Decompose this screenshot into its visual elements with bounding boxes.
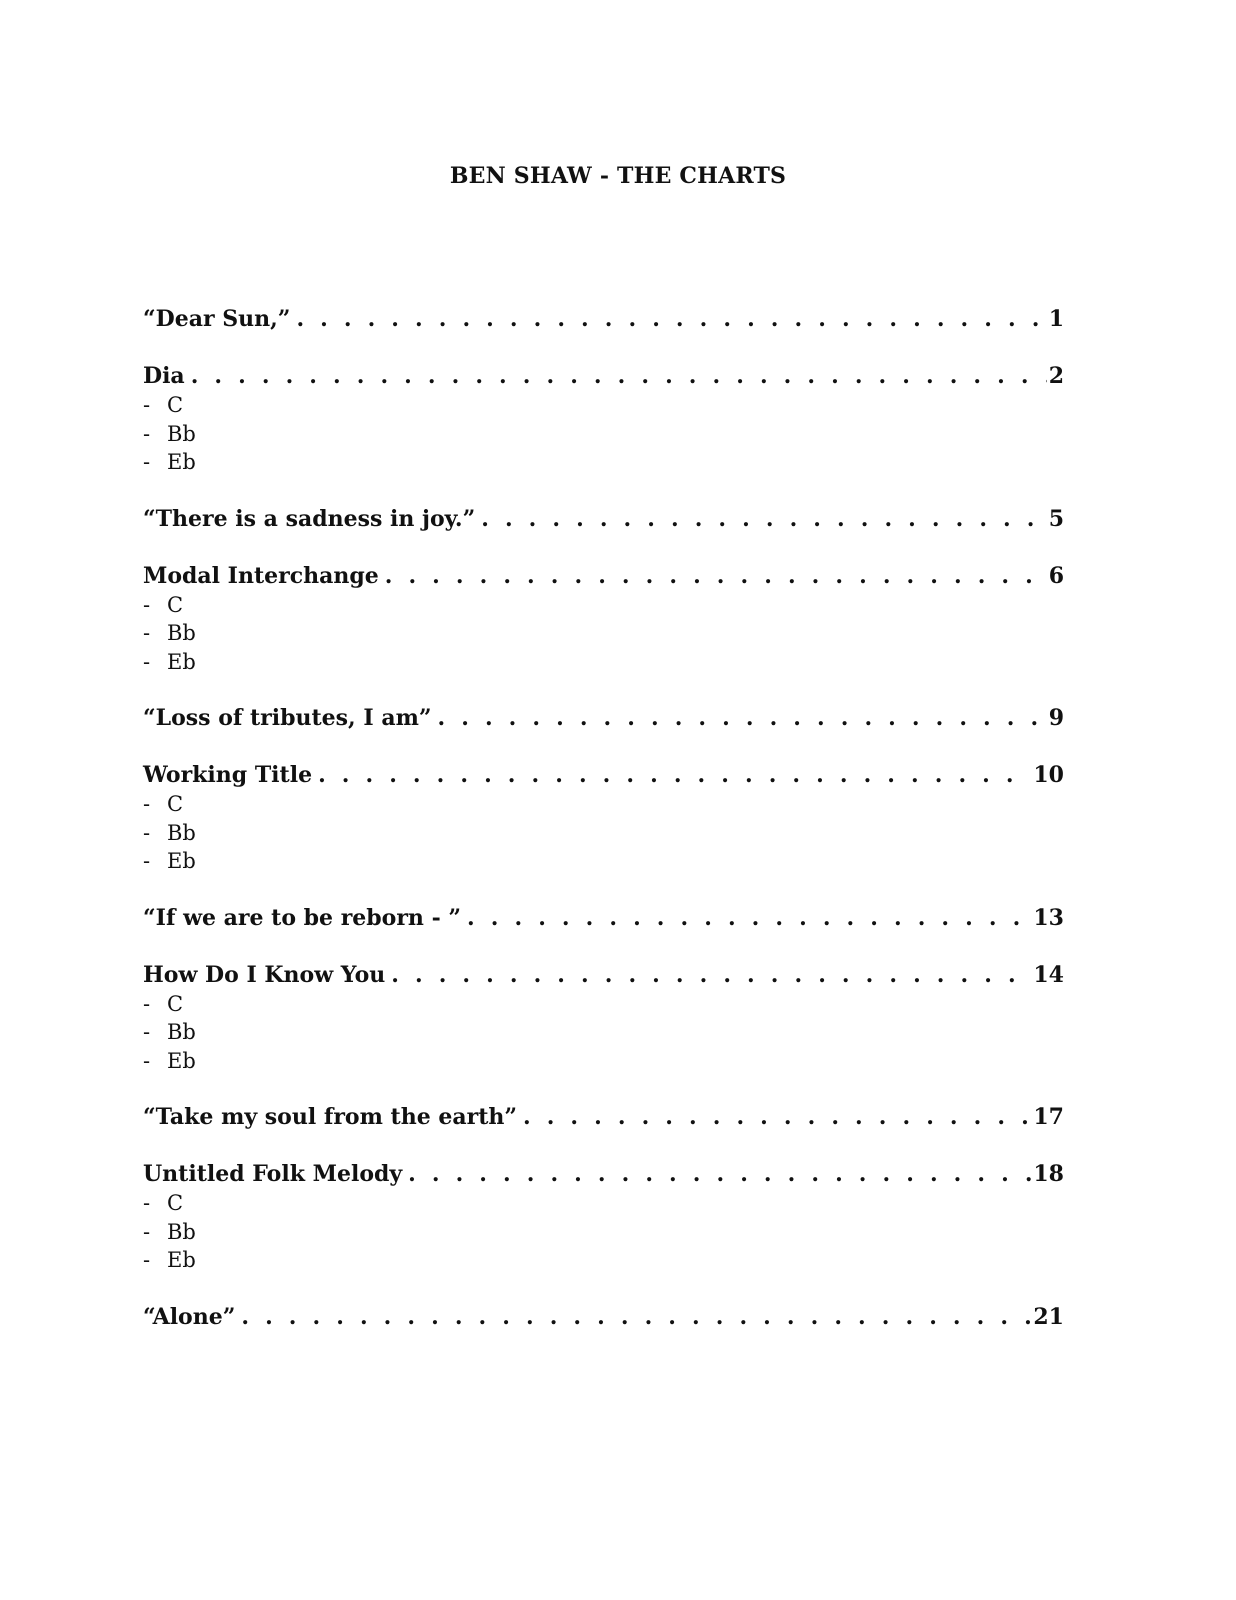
dash-bullet: - [143,450,151,474]
toc-entry-title: “Take my soul from the earth” [143,1104,517,1130]
toc-entry-line [143,904,1064,933]
toc-entry-page-number: 14 [1033,961,1064,988]
dash-bullet: - [143,1191,151,1215]
toc-subentry-label: Eb [167,1248,196,1272]
toc-subentry [143,648,1064,677]
toc-entry [143,1160,1064,1275]
toc-subentry-label: Bb [167,421,196,446]
dash-bullet: - [143,393,151,417]
toc-subentry-label: Bb [167,621,196,645]
toc-subentry-label: C [167,592,184,617]
toc-subentry [143,847,1064,876]
toc-entry-title: Working Title [143,762,313,788]
dot-leader [467,904,1031,933]
dash-bullet: - [143,820,151,845]
toc-entry [143,904,1064,933]
toc-entry [143,505,1064,534]
toc-entry-page-number: 2 [1048,363,1064,389]
toc-entry [143,362,1064,477]
toc-entry-page-number: 9 [1048,705,1064,731]
toc-subentry-label: C [167,792,184,816]
dot-leader [385,562,1047,591]
toc-entry [143,562,1064,677]
toc-entry-title: “Dear Sun,” [143,306,291,332]
dot-leader [438,704,1047,733]
dot-leader [296,305,1046,334]
table-of-contents [143,305,1064,1332]
toc-subentry-label: C [167,1191,184,1215]
toc-entry [143,1103,1064,1132]
toc-entry-line [143,961,1064,990]
dash-bullet: - [143,592,151,617]
dot-leader [408,1160,1031,1189]
toc-subentry [143,420,1064,449]
toc-subentry-list [143,391,1064,477]
toc-entry-page-number: 18 [1033,1161,1064,1187]
toc-subentry-list [143,1189,1064,1275]
toc-entry-title: “If we are to be reborn - ” [143,904,462,931]
toc-subentry [143,1246,1064,1275]
toc-subentry [143,619,1064,648]
toc-entry [143,1303,1064,1332]
toc-entry-title: Dia [143,363,185,389]
toc-subentry-label: Bb [167,1020,196,1044]
toc-entry-page-number: 10 [1033,762,1064,788]
toc-subentry [143,819,1064,848]
dash-bullet: - [143,421,151,446]
toc-subentry [143,391,1064,420]
dash-bullet: - [143,649,151,674]
toc-subentry-label: Eb [167,649,196,674]
toc-subentry [143,448,1064,477]
dot-leader [391,961,1031,990]
toc-entry-title: Modal Interchange [143,562,379,589]
toc-entry-title: “There is a sadness in joy.” [143,505,476,532]
toc-subentry-label: Eb [167,1048,196,1073]
dash-bullet: - [143,991,151,1016]
dot-leader [523,1103,1031,1132]
toc-entry-line [143,305,1064,334]
document-title: BEN SHAW - THE CHARTS [449,163,787,189]
dash-bullet: - [143,1020,151,1044]
toc-subentry-list [143,790,1064,876]
toc-subentry [143,1047,1064,1076]
toc-subentry [143,1189,1064,1218]
toc-subentry-label: C [167,393,184,417]
toc-entry [143,961,1064,1076]
toc-subentry [143,990,1064,1019]
toc-entry-title: How Do I Know You [143,961,386,988]
toc-subentry-label: Eb [167,450,196,474]
toc-entry-line [143,761,1064,790]
toc-entry-page-number: 21 [1033,1303,1064,1330]
toc-entry [143,305,1064,334]
dot-leader [241,1303,1031,1332]
toc-subentry [143,1218,1064,1247]
toc-entry-page-number: 6 [1048,562,1064,589]
dash-bullet: - [143,621,151,645]
toc-subentry [143,1018,1064,1047]
toc-entry-line [143,1303,1064,1332]
dash-bullet: - [143,849,151,873]
toc-entry-page-number: 1 [1048,306,1064,332]
toc-subentry-label: Bb [167,820,196,845]
toc-entry-line [143,1103,1064,1132]
toc-entry-page-number: 5 [1048,505,1064,532]
toc-subentry-label: Bb [167,1219,196,1244]
toc-entry-page-number: 13 [1033,904,1064,931]
toc-entry-line [143,562,1064,591]
toc-subentry-label: Eb [167,849,196,873]
toc-entry-line [143,704,1064,733]
toc-subentry [143,591,1064,620]
toc-entry-line [143,505,1064,534]
toc-entry-title: “Loss of tributes, I am” [143,705,432,731]
toc-entry [143,761,1064,876]
toc-subentry-list [143,591,1064,677]
dash-bullet: - [143,792,151,816]
toc-entry-line [143,362,1064,391]
toc-entry-title: Untitled Folk Melody [143,1161,403,1187]
dot-leader [191,362,1047,391]
toc-entry-line [143,1160,1064,1189]
dot-leader [481,505,1046,534]
toc-entry-page-number: 17 [1033,1104,1064,1130]
dot-leader [318,761,1031,790]
toc-subentry [143,790,1064,819]
toc-subentry-label: C [167,991,184,1016]
toc-subentry-list [143,990,1064,1076]
toc-entry-title: “Alone” [143,1303,236,1330]
dash-bullet: - [143,1048,151,1073]
dash-bullet: - [143,1248,151,1272]
toc-entry [143,704,1064,733]
dash-bullet: - [143,1219,151,1244]
